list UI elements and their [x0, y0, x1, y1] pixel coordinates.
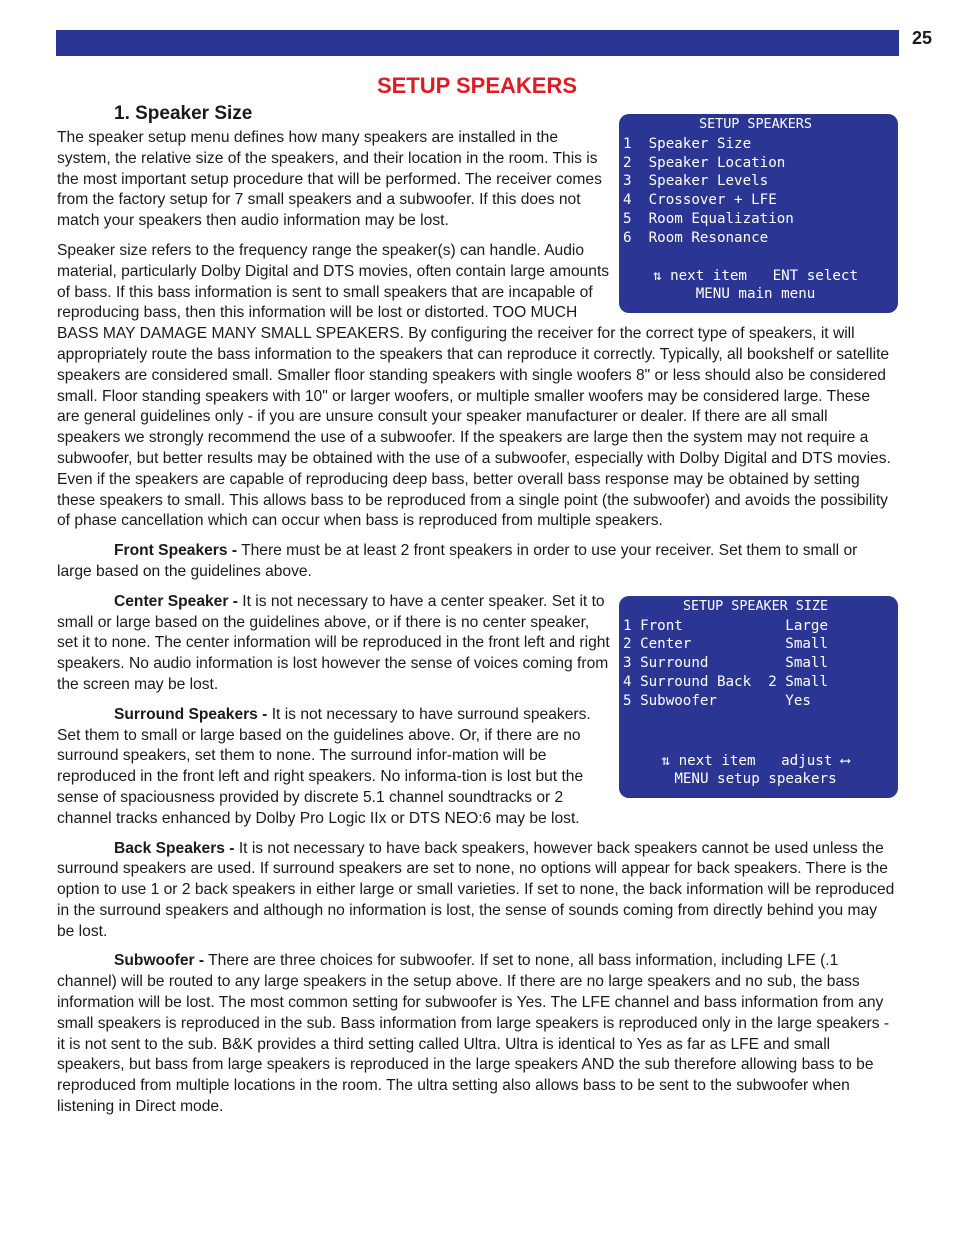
- speaker-size-row: 4 Surround Back 2 Small: [623, 673, 828, 690]
- paragraph-intro: The speaker setup menu defines how many speakers are installed in the system, the relative size of the speakers, and their location in the room. This is the most important setup procedure that will be performed. The receiver comes from the factory setup for 7 small speakers and a subwoofer. If this does not match your speakers then audio information may be lost.: [57, 129, 602, 230]
- speaker-size-row: 1 Front Large: [623, 617, 828, 634]
- subwoofer-lead: Subwoofer -: [114, 952, 205, 970]
- document-body: [57, 117, 895, 1127]
- paragraph-subwoofer: [57, 951, 895, 1117]
- paragraph-back-speakers: [57, 839, 895, 943]
- screen-menu-hint: MENU main menu: [695, 286, 816, 303]
- back-speakers-text: It is not necessary to have back speakers, however back speakers cannot be used unless the surround speakers are used. If surround speakers are set to none, no options will appear for back speakers. There is the option to use 1 or 2 back speakers in either large or small varieties. If set to none, the back information will be reproduced in the surround speakers and although no information is lost, the sense of sounds coming from directly behind you may be lost.: [57, 839, 895, 940]
- paragraph-front-speakers: [57, 541, 895, 583]
- menu-item: 2 Speaker Location: [623, 154, 786, 171]
- speaker-size-row: 3 Surround Small: [623, 655, 828, 672]
- back-speakers-lead: Back Speakers -: [114, 839, 235, 857]
- screen-nav-hint: ⇅ next item adjust ⟷: [661, 752, 850, 769]
- header-bar: [56, 30, 899, 56]
- page-title: SETUP SPEAKERS: [376, 73, 578, 98]
- surround-speakers-text: It is not necessary to have surround speakers. Set them to small or large based on the guidelines above. Or, if there are no surround speakers, set them to none. The surround infor-mation will be reproduced in the front left and right speakers. No informa-tion is lost but the sense of spaciousness provided by discrete 5.1 channel soundtracks or 2 channel tracks enhanced by Dolby Pro Logic IIx or DTS NEO:6 may be lost.: [57, 705, 591, 827]
- screen-nav-hint: ⇅ next item ENT select: [653, 267, 858, 284]
- speaker-size-row: 2 Center Small: [623, 636, 828, 653]
- screen-title: SETUP SPEAKER SIZE: [682, 598, 829, 614]
- paragraph-speaker-size: Speaker size refers to the frequency range the speaker(s) can handle. Audio material, particularly Dolby Digital and DTS movies, often contain large amounts of bass. If this bass information is sent to small speakers that are incapable of reproducing bass, then this information will be lost or distorted. TOO MUCH BASS MAY DAMAGE MANY SMALL SPEAKERS. By configuring the receiver for the correct type of speakers, it will appropriately route the bass information to the speakers that can reproduce it correctly. Typically, all bookshelf or satellite speakers are considered small. Smaller floor standing speakers with single woofers 8" or less should also be considered small. Floor standing speakers with 10" or larger woofers, or multiple smaller woofers may be considered large. These are general guidelines only - if you are unsure consult your speaker manufacturer or dealer. If there are all small speakers we strongly recommend the use of a subwoofer. If the speakers are large then the system may not require a subwoofer, but better results may be obtained with the use of a subwoofer, especially with Dolby Digital and DTS movies. Even if the speakers are capable of reproducing deep bass, better overall bass response may be obtained by setting these speakers to small. This allows bass to be reproduced from a single point (the subwoofer) and avoids the possibility of phase cancellation which can occur when bass is reproduced from multiple speakers.: [57, 241, 891, 530]
- menu-item: 1 Speaker Size: [623, 135, 752, 152]
- center-speaker-lead: Center Speaker -: [114, 592, 238, 610]
- menu-item: 3 Speaker Levels: [623, 173, 769, 190]
- front-speakers-text: There must be at least 2 front speakers in order to use your receiver. Set them to small or large based on the guidelines above.: [57, 542, 858, 580]
- surround-speakers-lead: Surround Speakers -: [114, 705, 268, 723]
- menu-item: 4 Crossover + LFE: [623, 192, 777, 209]
- setup-speakers-menu-screen: [619, 114, 898, 313]
- setup-speaker-size-screen: [619, 596, 898, 798]
- front-speakers-lead: Front Speakers -: [114, 542, 238, 560]
- screen-title: SETUP SPEAKERS: [699, 117, 812, 132]
- menu-item: 6 Room Resonance: [623, 229, 769, 246]
- menu-item: 5 Room Equalization: [623, 210, 794, 227]
- section-heading: 1. Speaker Size: [114, 103, 253, 124]
- screen-menu-hint: MENU setup speakers: [674, 771, 837, 788]
- page-number: 25: [912, 28, 933, 48]
- center-speaker-text: It is not necessary to have a center speaker. Set it to small or large based on the guidelines above, or if there is no center speaker, set it to none. The center information will be reproduced in the front left and right speakers. No audio information is lost however the sense of voices coming from the screen may be lost.: [57, 592, 610, 693]
- speaker-size-row: 5 Subwoofer Yes: [623, 692, 811, 709]
- subwoofer-text: There are three choices for subwoofer. If set to none, all bass information, including LFE (.1 channel) will be routed to any large speakers in the setup above. If there are no large speakers and no sub, the bass information will be lost. The most common setting for subwoofer is Yes. The LFE channel and bass information from any small speakers is reproduced in the sub. Bass information from large speakers is reproduced only in the large speakers - it is not sent to the sub. B&K provides a third setting called Ultra. Ultra is identical to Yes as far as LFE and small speakers, but bass from large speakers is reproduced in the large speakers AND the sub therefore allowing bass to be reproduced from multiple locations in the room. The ultra setting also allows bass to be sent to the subwoofer when listening in Direct mode.: [57, 952, 890, 1116]
